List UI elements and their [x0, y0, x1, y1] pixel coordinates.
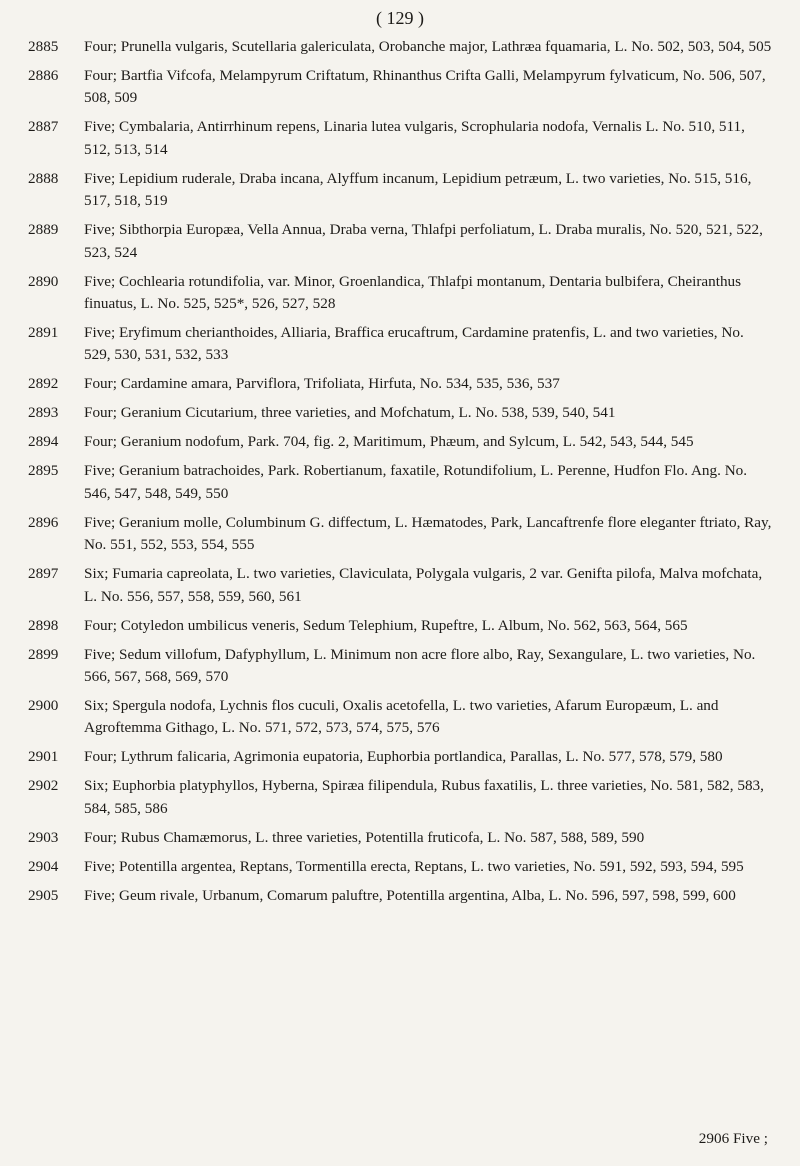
lot-number: 2904: [28, 857, 59, 875]
lot-description: Five; Cymbalaria, Antirrhinum repens, Linaria lutea vulgaris, Scrophularia nodofa, Vernalis L. No. 510, 511, 512, 513, 514: [84, 118, 745, 158]
lot-number: 2893: [28, 404, 59, 422]
lot-description: Five; Eryfimum cherianthoides, Alliaria, Braffica erucaftrum, Cardamine pratenfis, L. and two varieties, No. 529, 530, 531, 532, 533: [84, 324, 744, 364]
lot-entry: [28, 65, 774, 110]
lot-description: Four; Bartfia Vifcofa, Melampyrum Criftatum, Rhinanthus Crifta Galli, Melampyrum fylvaticum, No. 506, 507, 508, 509: [84, 67, 766, 107]
lot-description: Five; Geranium batrachoides, Park. Robertianum, faxatile, Rotundifolium, L. Perenne, Hudfon Flo. Ang. No. 546, 547, 548, 549, 550: [84, 462, 748, 502]
lot-entry: [28, 460, 774, 505]
lot-entry: [28, 168, 774, 213]
lot-number: 2892: [28, 375, 59, 393]
lot-description: Five; Geranium molle, Columbinum G. diffectum, L. Hæmatodes, Park, Lancaftrenfe flore eleganter ftriato, Ray, No. 551, 552, 553, 554, 555: [84, 513, 772, 554]
lot-entry: [28, 271, 774, 316]
lot-number: 2895: [28, 462, 59, 480]
lot-entry: [28, 856, 774, 878]
lot-number: 2899: [28, 645, 59, 663]
lot-description: Four; Lythrum falicaria, Agrimonia eupatoria, Euphorbia portlandica, Parallas, L. No. 577, 578, 579, 580: [84, 748, 723, 766]
lot-entry: [28, 219, 774, 264]
lot-number: 2902: [28, 777, 59, 795]
lot-description: Six; Spergula nodofa, Lychnis flos cuculi, Oxalis acetofella, L. two varieties, Afarum Europæum, L. and Agroftemma Githago, L. No. 571, 572, 573, 574, 575, 576: [84, 697, 719, 737]
lot-entry: [28, 885, 774, 907]
lot-number: 2894: [28, 433, 59, 451]
lot-entry: [28, 563, 774, 608]
lot-entry: [28, 512, 774, 557]
lot-entry: [28, 827, 774, 849]
lot-description: Four; Prunella vulgaris, Scutellaria galericulata, Orobanche major, Lathræa fquamaria, L. No. 502, 503, 504, 505: [84, 38, 772, 55]
catchword: 2906 Five ;: [698, 1130, 768, 1147]
lot-number: 2897: [28, 565, 59, 583]
lot-number: 2888: [28, 169, 59, 187]
lot-entry: [28, 116, 774, 161]
lot-description: Four; Rubus Chamæmorus, L. three varieties, Potentilla fruticofa, L. No. 587, 588, 589, 590: [84, 828, 645, 846]
lot-entry: [28, 615, 774, 637]
lot-number: 2901: [28, 748, 59, 766]
lot-number: 2900: [28, 697, 59, 715]
lot-entry: [28, 36, 774, 58]
lot-entry: [28, 775, 774, 820]
lot-number: 2886: [28, 67, 59, 84]
lot-description: Four; Cotyledon umbilicus veneris, Sedum Telephium, Rupeftre, L. Album, No. 562, 563, 564, 565: [84, 616, 688, 634]
lot-number: 2903: [28, 828, 59, 846]
lot-entry: [28, 746, 774, 768]
lot-number: 2885: [28, 38, 59, 55]
lot-description: Five; Geum rivale, Urbanum, Comarum paluftre, Potentilla argentina, Alba, L. No. 596, 597, 598, 599, 600: [84, 886, 736, 904]
lot-description: Five; Cochlearia rotundifolia, var. Minor, Groenlandica, Thlafpi montanum, Dentaria bulbifera, Cheiranthus finuatus, L. No. 525, 525*, 526, 527, 528: [84, 272, 742, 313]
lot-description: Four; Geranium Cicutarium, three varieties, and Mofchatum, L. No. 538, 539, 540, 541: [84, 404, 616, 422]
lot-number: 2887: [28, 118, 59, 136]
lot-number: 2905: [28, 886, 59, 904]
lot-entry: [28, 431, 774, 453]
lot-entry: [28, 695, 774, 740]
lot-number: 2889: [28, 221, 59, 239]
lot-entry: [28, 644, 774, 689]
lot-number: 2896: [28, 513, 59, 531]
lot-description: Five; Lepidium ruderale, Draba incana, Alyffum incanum, Lepidium petræum, L. two varieties, No. 515, 516, 517, 518, 519: [84, 169, 752, 210]
lot-entry: [28, 322, 774, 367]
lot-description: Five; Sedum villofum, Dafyphyllum, L. Minimum non acre flore albo, Ray, Sexangulare, L. two varieties, No. 566, 567, 568, 569, 570: [84, 645, 756, 686]
lot-description: Five; Sibthorpia Europæa, Vella Annua, Draba verna, Thlafpi perfoliatum, L. Draba muralis, No. 520, 521, 522, 523, 524: [84, 221, 763, 261]
lot-description: Six; Euphorbia platyphyllos, Hyberna, Spiræa filipendula, Rubus faxatilis, L. three varieties, No. 581, 582, 583, 584, 585, 586: [84, 777, 764, 817]
lot-number: 2890: [28, 272, 59, 290]
lot-description: Four; Geranium nodofum, Park. 704, fig. 2, Maritimum, Phæum, and Sylcum, L. 542, 543, 544, 545: [84, 433, 694, 451]
lot-description: Six; Fumaria capreolata, L. two varieties, Claviculata, Polygala vulgaris, 2 var. Genifta pilofa, Malva mofchata, L. No. 556, 557, 558, 559, 560, 561: [84, 565, 763, 605]
page-number: ( 129 ): [376, 8, 424, 28]
lot-entry: [28, 373, 774, 395]
lot-description: Four; Cardamine amara, Parviflora, Trifoliata, Hirfuta, No. 534, 535, 536, 537: [84, 375, 560, 393]
lot-number: 2898: [28, 616, 59, 634]
lot-entry: [28, 402, 774, 424]
lot-number: 2891: [28, 324, 59, 342]
catalogue-entries: [28, 36, 774, 914]
lot-description: Five; Potentilla argentea, Reptans, Tormentilla erecta, Reptans, L. two varieties, No. 591, 592, 593, 594, 595: [84, 857, 744, 875]
